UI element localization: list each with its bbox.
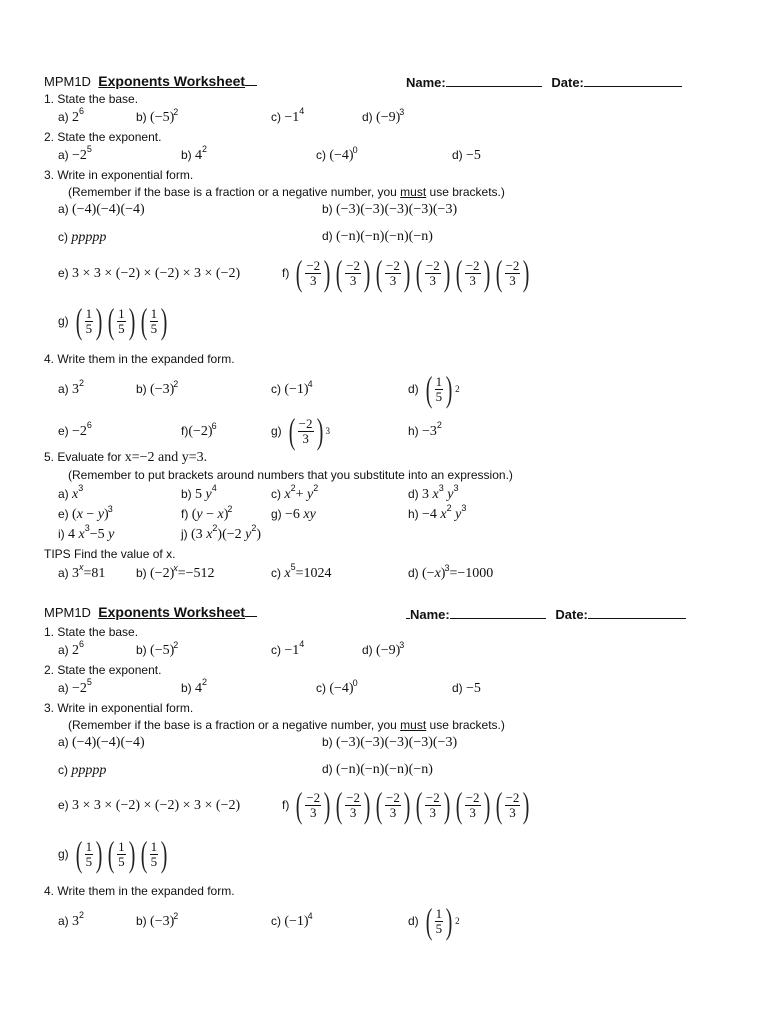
q2-item-c-copy2: c) $(-4)^0$ xyxy=(316,678,358,696)
q3-item-a-copy2: a) (−4)(−4)(−4) xyxy=(58,735,145,750)
tips-item-d: d) $(-x)^3=-1000$ xyxy=(408,563,494,581)
q3-item-g: g) ( 1 5 ) ( 1 5 ) ( 1 5 ) xyxy=(58,301,168,341)
q5-item-f: f) $(y - x)^2$ xyxy=(181,504,233,522)
q4-item-g: g) ( −2 3 ) 3 xyxy=(271,411,331,451)
q1-item-b-copy2: b) $(-5)^2$ xyxy=(136,640,179,658)
q3-heading: 3. Write in exponential form. xyxy=(44,168,194,182)
q3-item-d: d) (−n)(−n)(−n)(−n) xyxy=(322,229,433,244)
q3-item-e-copy2: e) 3 × 3 × (−2) × (−2) × 3 × (−2) xyxy=(58,798,241,813)
q2-heading-copy2: 2. State the exponent. xyxy=(44,663,162,677)
q1-heading-copy2: 1. State the base. xyxy=(44,625,139,639)
q1-item-a-copy2: a) $2^6$ xyxy=(58,639,85,658)
q5-reminder: (Remember to put brackets around numbers that you substitute into an expression.) xyxy=(68,468,513,482)
q4-heading-copy2: 4. Write them in the expanded form. xyxy=(44,884,235,898)
q2-item-c: c) $(-4)^0$ xyxy=(316,145,358,163)
name-blank-line-copy2[interactable] xyxy=(450,607,546,619)
q4-item-b: b) $(-3)^2$ xyxy=(136,379,179,397)
q1-heading: 1. State the base. xyxy=(44,92,139,106)
q1-item-c-copy2: $c) -1^4$ xyxy=(271,639,305,658)
q3-item-g-copy2: g) ( 1 5 ) ( 1 5 ) ( 1 5 ) xyxy=(58,834,168,874)
q2-item-d-copy2: d) −5 xyxy=(452,681,481,696)
q4-item-e: $e) -2^6$ xyxy=(58,420,92,439)
q4-item-b-copy2: b) $(-3)^2$ xyxy=(136,911,179,929)
name-blank-line[interactable] xyxy=(446,75,542,87)
course-code: MPM1D xyxy=(44,74,91,89)
q2-item-a: $a) -2^5$ xyxy=(58,144,92,163)
q5-item-j: j) (3 $x^2)(-2$ $y^2$) xyxy=(181,523,262,542)
q3-item-e: e) 3 × 3 × (−2) × (−2) × 3 × (−2) xyxy=(58,266,241,281)
q1-item-b: b) $(-5)^2$ xyxy=(136,107,179,125)
q5-item-b: b) 5 $y^4$ xyxy=(181,483,217,502)
q3-reminder: (Remember if the base is a fraction or a negative number, you must use brackets.) xyxy=(68,185,505,199)
q4-item-h: $h) -3^2$ xyxy=(408,420,442,439)
q4-item-a-copy2: a) $3^2$ xyxy=(58,910,85,929)
q4-item-d-copy2: d) ( 1 5 ) 2 xyxy=(408,901,460,941)
q5-item-i: i) 4 $x^3-5$ y xyxy=(58,523,115,542)
q3-reminder-copy2: (Remember if the base is a fraction or a negative number, you must use brackets.) xyxy=(68,718,505,732)
q5-item-d: d) 3 $x^3$ $y^3$ xyxy=(408,483,459,502)
q4-item-c-copy2: c) $(-1)^4$ xyxy=(271,911,313,929)
q5-item-g: g) −6 xy xyxy=(271,507,316,522)
q3-item-b-copy2: b) (−3)(−3)(−3)(−3)(−3) xyxy=(322,735,458,750)
date-label: Date: xyxy=(551,75,584,90)
q3-item-a: a) (−4)(−4)(−4) xyxy=(58,202,145,217)
tips-item-c: c) $x^5=1024$ xyxy=(271,562,332,581)
q2-heading: 2. State the exponent. xyxy=(44,130,162,144)
worksheet-title: Exponents Worksheet xyxy=(98,73,246,89)
q4-heading: 4. Write them in the expanded form. xyxy=(44,352,235,366)
name-label: Name: xyxy=(406,75,446,90)
q4-item-c: c) $(-1)^4$ xyxy=(271,379,313,397)
q1-item-a: a) $2^6$ xyxy=(58,106,85,125)
q2-item-a-copy2: $a) -2^5$ xyxy=(58,677,92,696)
date-blank-line-copy2[interactable] xyxy=(588,607,686,619)
q4-item-d: d) ( 1 5 ) 2 xyxy=(408,369,460,409)
q3-item-c: c) ppppp xyxy=(58,230,107,245)
worksheet-header xyxy=(44,74,257,89)
tips-item-b: b) $(-2)^x=-512$ xyxy=(136,563,215,581)
q3-item-b: b) (−3)(−3)(−3)(−3)(−3) xyxy=(322,202,458,217)
title-underline-tail xyxy=(245,74,257,86)
q2-item-b-copy2: b) $4^2$ xyxy=(181,677,208,696)
q5-item-c: c) $x^2+ y^2$ xyxy=(271,483,319,502)
name-date-fields xyxy=(406,75,682,90)
q3-item-d-copy2: d) (−n)(−n)(−n)(−n) xyxy=(322,762,433,777)
q1-item-c: $c) -1^4$ xyxy=(271,106,305,125)
q3-item-f: f) ( −2 3 ) ( −2 3 ) ( −2 3 ) ( −2 3 ) ( −2 3 ) ( −2 3 ) xyxy=(282,253,530,293)
q1-item-d-copy2: d) $(-9)^3$ xyxy=(362,640,405,658)
tips-heading: TIPS Find the value of x. xyxy=(44,547,176,561)
q3-item-c-copy2: c) ppppp xyxy=(58,763,107,778)
q3-item-f-copy2: f) ( −2 3 ) ( −2 3 ) ( −2 3 ) ( −2 3 ) ( −2 3 ) ( −2 3 ) xyxy=(282,785,530,825)
tips-item-a: a) $3^x=81$ xyxy=(58,562,106,581)
q4-item-f: $f)(-2)^6$ xyxy=(181,421,217,439)
name-date-fields-copy2: Name: Date: xyxy=(406,607,686,622)
q3-heading-copy2: 3. Write in exponential form. xyxy=(44,701,194,715)
q1-item-d: d) $(-9)^3$ xyxy=(362,107,405,125)
q5-heading: 5. Evaluate for x=−2 and y=3. xyxy=(44,450,208,465)
q2-item-d: d) −5 xyxy=(452,148,481,163)
q5-item-e: e) $(x - y)^3$ xyxy=(58,504,113,522)
q4-item-a: a) $3^2$ xyxy=(58,378,85,397)
date-blank-line[interactable] xyxy=(584,75,682,87)
q5-item-a: a) $x^3$ xyxy=(58,483,84,502)
worksheet-header-copy2: MPM1D Exponents Worksheet xyxy=(44,605,257,620)
q2-item-b: b) $4^2$ xyxy=(181,144,208,163)
q5-item-h: h) −4 $x^2$ $y^3$ xyxy=(408,503,467,522)
